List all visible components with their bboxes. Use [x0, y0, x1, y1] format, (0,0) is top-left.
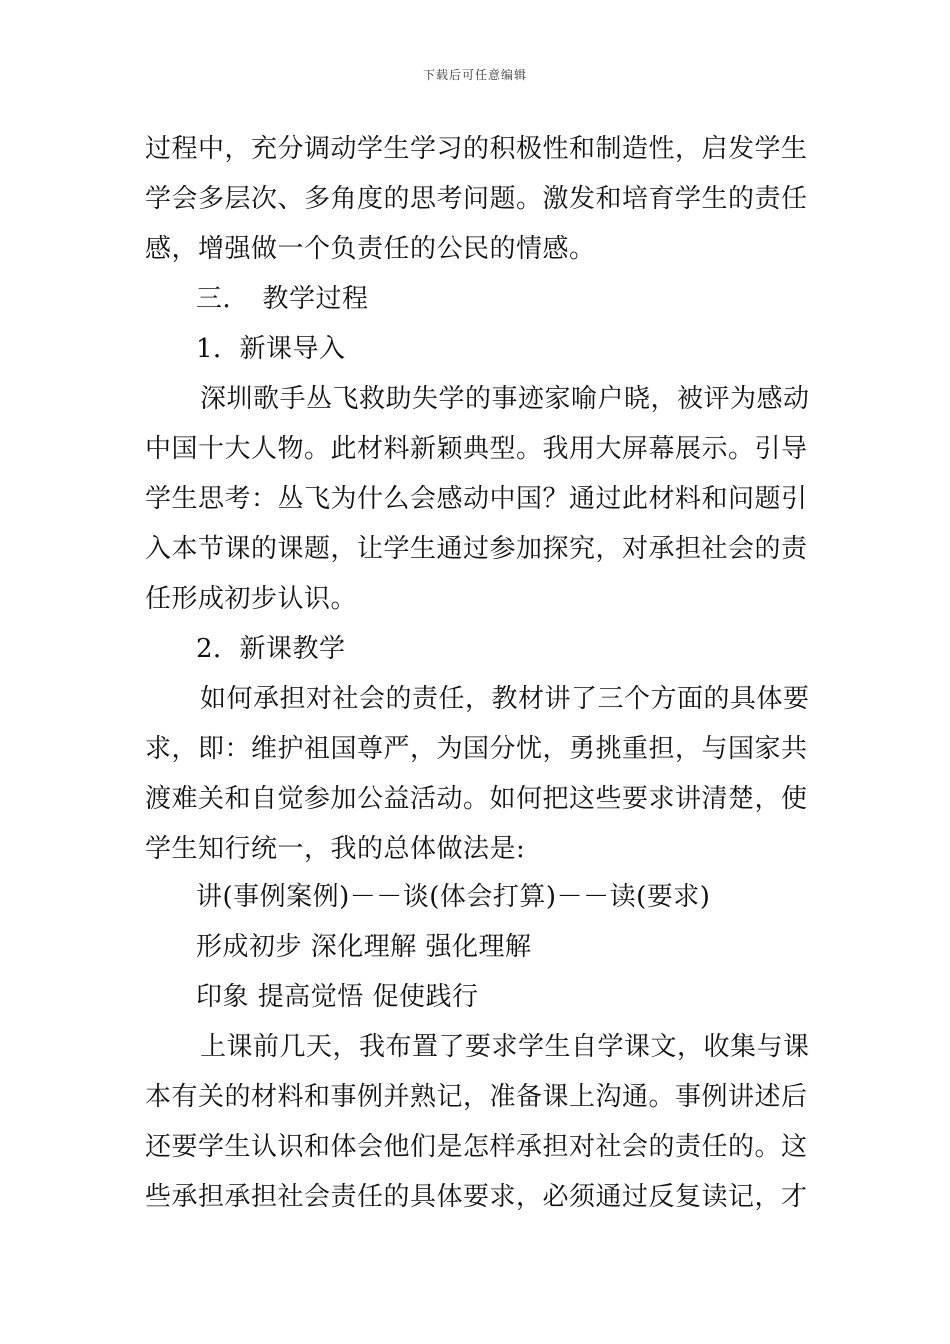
body-line: 本有关的材料和事例并熟记，准备课上沟通。事例讲述后: [145, 1082, 808, 1112]
method-line: 印象 提高觉悟 促使践行: [196, 982, 479, 1012]
page-header: 下载后可任意编辑: [422, 68, 527, 82]
method-line: 讲(事例案例)－－谈(体会打算)－－读(要求): [196, 882, 711, 912]
subsection-heading: 2．新课教学: [196, 634, 346, 664]
section-heading: 三． 教学过程: [196, 284, 369, 314]
body-line: 学生知行统一，我的总体做法是:: [145, 834, 526, 864]
subsection-heading: 1．新课导入: [196, 334, 346, 364]
body-line: 上课前几天，我布置了要求学生自学课文，收集与课: [200, 1032, 810, 1062]
body-line: 如何承担对社会的责任，教材讲了三个方面的具体要: [200, 684, 810, 714]
body-line: 学会多层次、多角度的思考问题。激发和培育学生的责任: [145, 184, 808, 214]
body-line: 感，增强做一个负责任的公民的情感。: [145, 234, 596, 264]
body-line: 还要学生认识和体会他们是怎样承担对社会的责任的。这: [145, 1132, 808, 1162]
body-line: 入本节课的课题，让学生通过参加探究，对承担社会的责: [145, 534, 808, 564]
body-line: 深圳歌手丛飞救助失学的事迹家喻户晓，被评为感动: [200, 384, 810, 414]
body-line: 些承担承担社会责任的具体要求，必须通过反复读记，才: [145, 1182, 808, 1212]
body-line: 求，即：维护祖国尊严，为国分忧，勇挑重担，与国家共: [145, 734, 808, 764]
body-line: 任形成初步认识。: [145, 584, 358, 614]
body-line: 过程中，充分调动学生学习的积极性和制造性，启发学生: [145, 134, 808, 164]
method-line: 形成初步 深化理解 强化理解: [196, 932, 532, 962]
body-line: 渡难关和自觉参加公益活动。如何把这些要求讲清楚，使: [145, 784, 808, 814]
body-line: 学生思考：丛飞为什么会感动中国？通过此材料和问题引: [145, 484, 808, 514]
body-line: 中国十大人物。此材料新颖典型。我用大屏幕展示。引导: [145, 434, 808, 464]
